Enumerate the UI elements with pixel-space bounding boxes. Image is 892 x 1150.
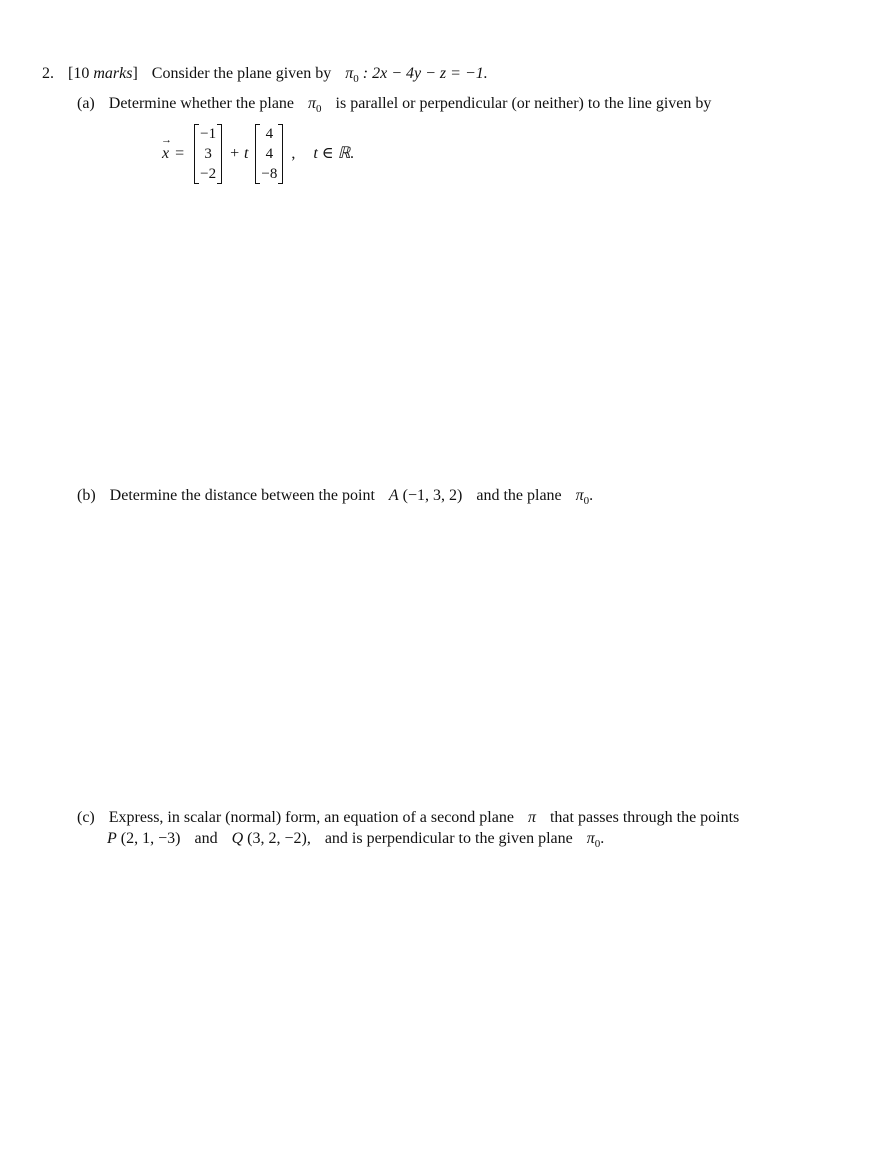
part-c-prompt-line-2 [107, 830, 605, 850]
part-c-text-1: Express, in scalar (normal) form, an equation of a second plane [108, 809, 514, 826]
part-c-line-2-text: and is perpendicular to the given plane [324, 830, 573, 847]
part-c-text-2: that passes through the points [549, 809, 740, 826]
part-a-label: (a) [77, 95, 95, 112]
part-c-plane: π [527, 809, 536, 826]
intro-text: Consider the plane given by [151, 65, 332, 82]
part-b-label: (b) [77, 487, 96, 504]
direction-vector-entry: 4 [265, 126, 274, 142]
part-b-text-2: and the plane [476, 487, 562, 504]
direction-vector-entry: −8 [261, 166, 278, 182]
part-b-plane: $\pi_0$. [575, 487, 594, 507]
part-b-text-1: Determine the distance between the point [109, 487, 375, 504]
part-a-text-2: is parallel or perpendicular (or neither) to the line given by [335, 95, 712, 112]
point-q: Q (3, 2, −2), [231, 830, 311, 847]
direction-vector [255, 124, 283, 184]
parameter-domain: t ∈ ℝ. [313, 145, 355, 162]
point-p: P (2, 1, −3) [107, 830, 181, 847]
point-vector [194, 124, 222, 184]
point-vector-entry: 3 [204, 146, 212, 162]
equals-sign: = [175, 145, 185, 162]
and-word: and [194, 830, 218, 847]
question-number: 2. [42, 65, 54, 82]
marks-label: [10 marks] [68, 65, 138, 82]
question-header [42, 65, 488, 85]
comma: , [291, 145, 296, 162]
part-a-plane: $\pi_0$ [308, 95, 322, 115]
part-c-label: (c) [77, 809, 95, 826]
point-a: A (−1, 3, 2) [388, 487, 463, 504]
part-a-text-1: Determine whether the plane [108, 95, 295, 112]
part-a-prompt [77, 95, 712, 115]
vector-x-symbol: → x [162, 146, 169, 162]
part-c-plane-0: $\pi_0$. [586, 830, 605, 850]
point-vector-entry: −2 [200, 166, 217, 182]
direction-vector-entry: 4 [265, 146, 274, 162]
point-vector-entry: −1 [200, 126, 217, 142]
plus-t: + t [229, 145, 249, 162]
part-b-prompt [77, 487, 594, 507]
line-equation [162, 123, 354, 185]
plane-equation: $\pi_0$ : 2x − 4y − z = −1. [345, 65, 488, 85]
part-c-prompt-line-1 [77, 810, 739, 826]
